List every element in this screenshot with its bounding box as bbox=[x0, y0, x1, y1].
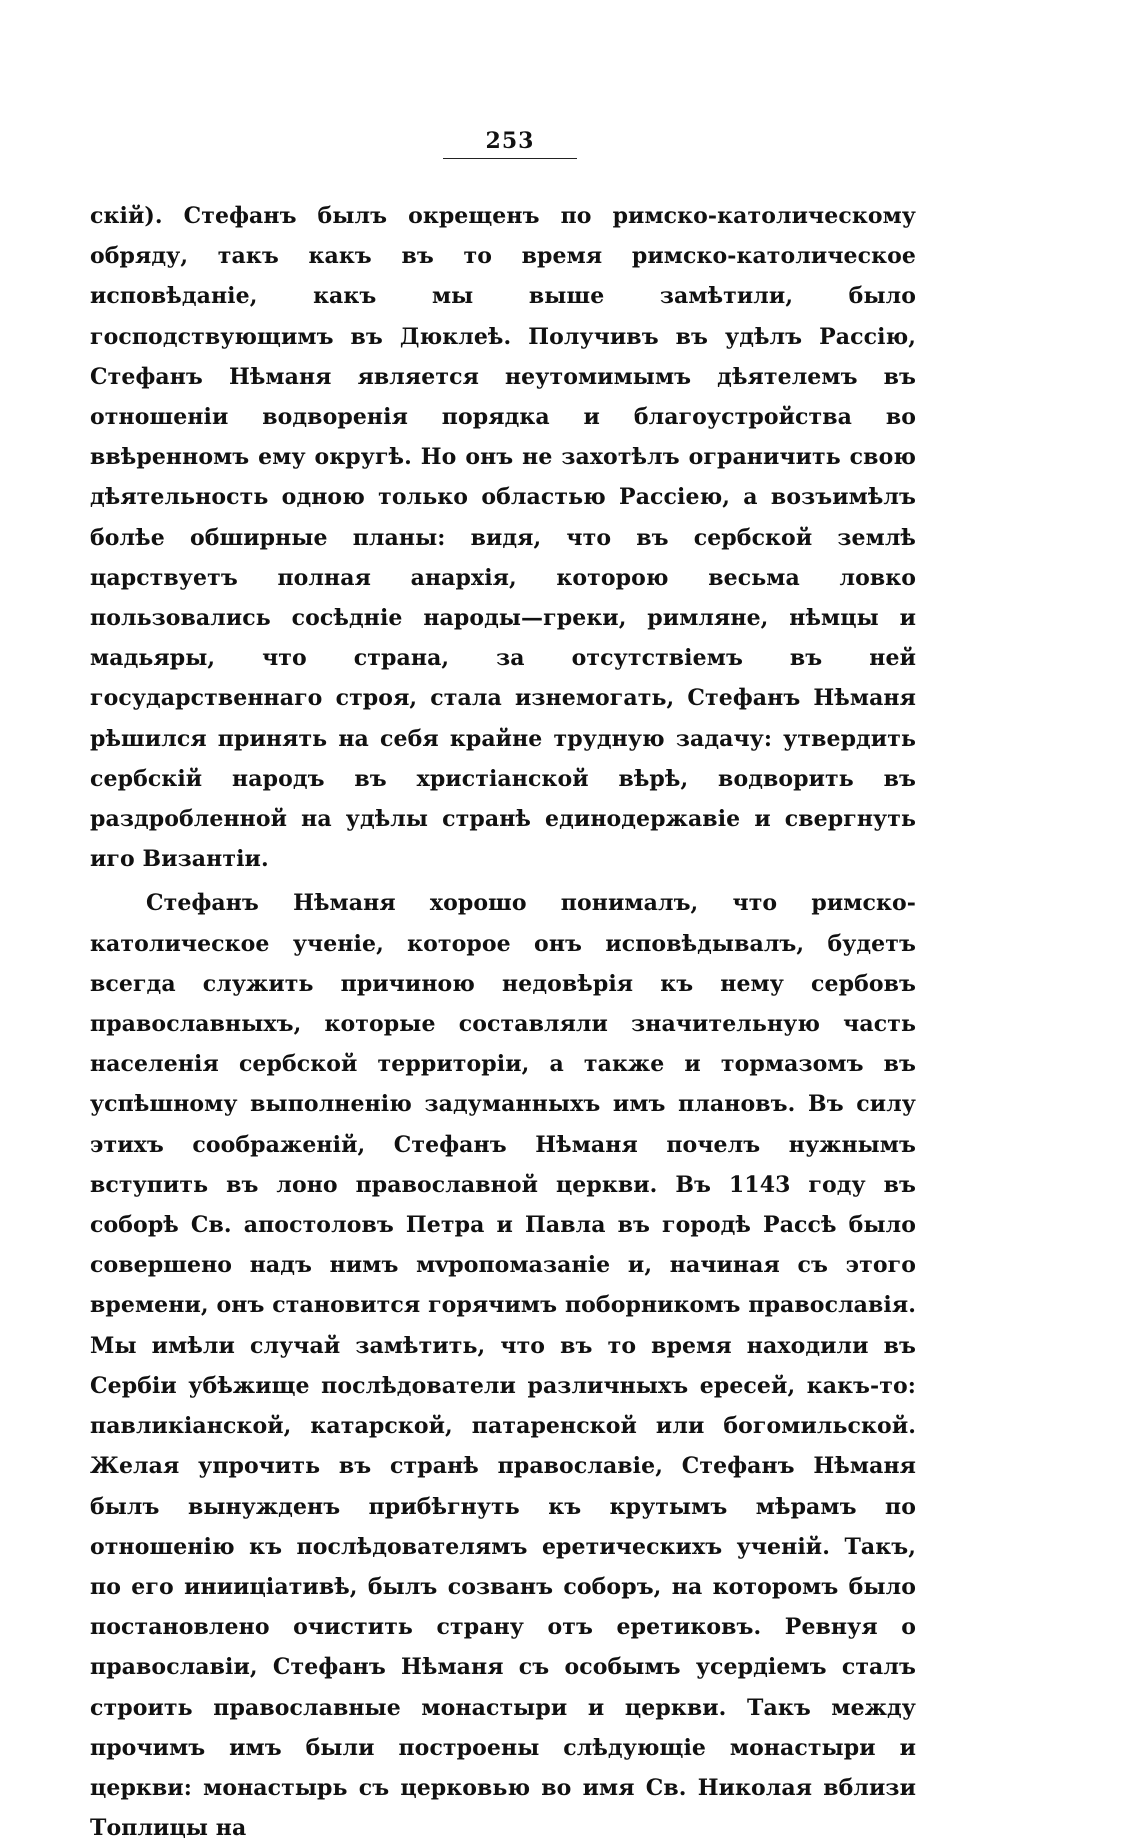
paragraph-2: Стефанъ Нѣманя хорошо понималъ, что римско-католическое ученіе, которое онъ исповѣдывалъ, будетъ всегда служить причиною недовѣрія къ нему сербовъ православныхъ, которые составляли значительную часть населенія сербской территоріи, а также и тормазомъ въ успѣшному выполненію задуманныхъ имъ плановъ. Въ силу этихъ соображеній, Стефанъ Нѣманя почелъ нужнымъ вступить въ лоно православной церкви. Въ 1143 году въ соборѣ Св. апостоловъ Петра и Павла въ городѣ Рассѣ было совершено надъ нимъ мvропомазаніе и, начиная съ этого времени, онъ становится горячимъ поборникомъ православія. Мы имѣли случай замѣтить, что въ то время находили въ Сербіи убѣжище послѣдователи различныхъ ересей, какъ-то: павликіанской, катарской, патаренской или богомильской. Желая упрочить въ странѣ православіе, Стефанъ Нѣманя былъ вынужденъ прибѣгнуть къ крутымъ мѣрамъ по отношенію къ послѣдователямъ еретическихъ ученій. Такъ, по его инииціативѣ, былъ созванъ соборъ, на которомъ было постановлено очистить страну отъ еретиковъ. Ревнуя о православіи, Стефанъ Нѣманя съ особымъ усердіемъ сталъ строить православные монастыри и церкви. Такъ между прочимъ имъ были построены слѣдующіе монастыри и церкви: монастырь съ церковью во имя Св. Николая вблизи Топлицы на bbox=[90, 890, 916, 1842]
page-number: 253 bbox=[485, 128, 535, 154]
body-text bbox=[90, 196, 916, 1848]
page-number-rule bbox=[443, 158, 577, 159]
paragraph-1: скій). Стефанъ былъ окрещенъ по римско-католическому обряду, такъ какъ въ то время римско-католическое исповѣданіе, какъ мы выше замѣтили, было господствующимъ въ Дюклеѣ. Получивъ въ удѣлъ Рассію, Стефанъ Нѣманя является неутомимымъ дѣятелемъ въ отношеніи водворенія порядка и благоустройства во ввѣренномъ ему округѣ. Но онъ не захотѣлъ ограничить свою дѣятельность одною только областью Рассіею, а возъимѣлъ болѣе обширные планы: видя, что въ сербской землѣ царствуетъ полная анархія, которою весьма ловко пользовались сосѣдніе народы—греки, римляне, нѣмцы и мадьяры, что страна, за отсутствіемъ въ ней государственнаго строя, стала изнемогать, Стефанъ Нѣманя рѣшился принять на себя крайне трудную задачу: утвердить сербскій народъ въ христіанской вѣрѣ, водворить въ раздробленной на удѣлы странѣ единодержавіе и свергнуть иго Византіи. bbox=[90, 203, 916, 873]
